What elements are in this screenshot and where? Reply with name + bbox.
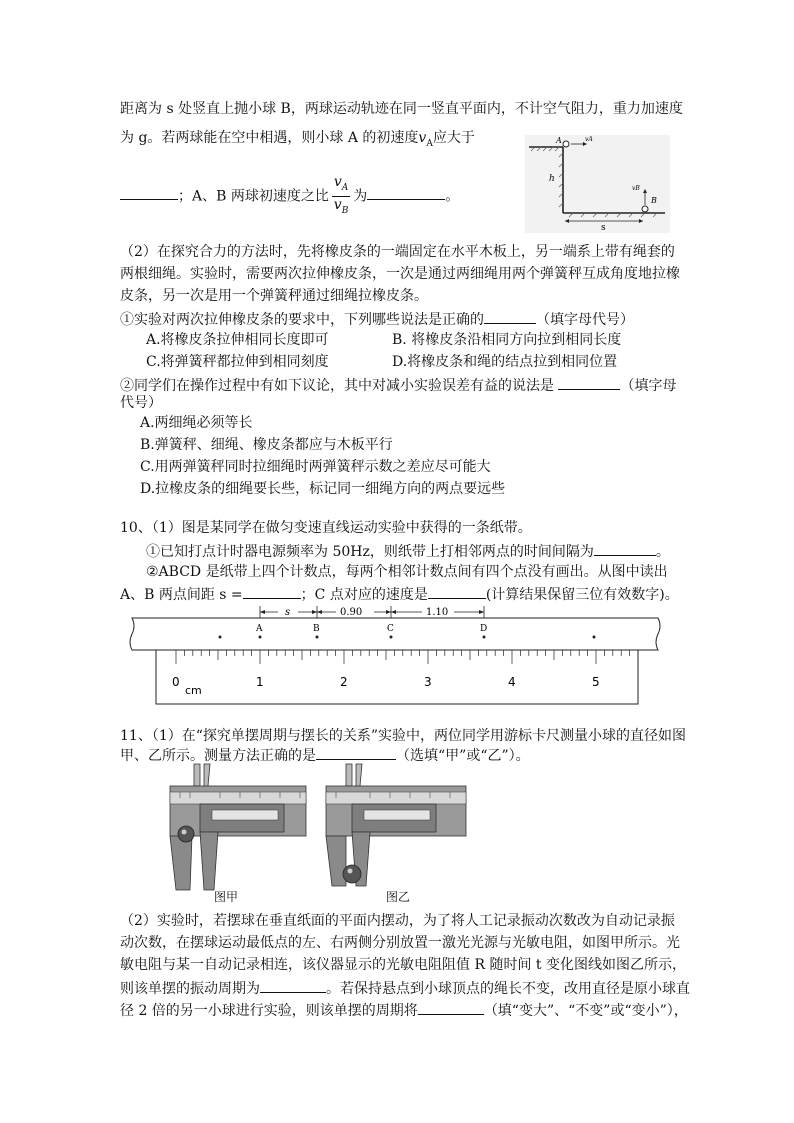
option-B: B.弹簧秤、细绳、橡皮条都应与木板平行 <box>140 437 393 453</box>
label-h: h <box>549 174 555 184</box>
tape-dot <box>593 636 596 639</box>
answer-blank[interactable] <box>120 185 178 200</box>
tape-point-dot <box>483 636 486 639</box>
text-line: ①已知打点计时器电源频率为 50Hz，则纸带上打相邻两点的时间间隔为 。 <box>146 541 670 561</box>
tape-dot <box>219 636 222 639</box>
answer-blank[interactable] <box>367 185 445 200</box>
option-A: A.两细绳必须等长 <box>140 415 253 431</box>
projectile-figure <box>525 135 670 233</box>
figure-caption-b: 图乙 <box>386 890 411 904</box>
ruler-number: 0 <box>172 675 180 689</box>
text-line: （2）实验时，若摆球在垂直纸面的平面内摆动，为了将人工记录振动次数改为自动记录振 <box>120 913 675 929</box>
tape-point-label: C <box>387 624 394 634</box>
tape-point-dot <box>259 636 262 639</box>
velocity-ratio-fraction: $\frac{v_A}{v_B}$ <box>333 174 349 216</box>
question-11-title: 11、（1）在“探究单摆周期与摆长的关系”实验中，两位同学用游标卡尺测量小球的直径如图 <box>120 728 687 744</box>
option-C: C.将弹簧秤都拉伸到相同刻度 <box>146 354 329 370</box>
option-C: C.用两弹簧秤同时拉细绳时两弹簧秤示数之差应尽可能大 <box>140 459 491 475</box>
text-line: （2）在探究合力的方法时，先将橡皮条的一端固定在水平木板上，另一端系上带有绳套的 <box>120 244 675 260</box>
paper-tape-figure <box>128 600 666 712</box>
ruler-number: 1 <box>256 675 264 689</box>
tape-point-dot <box>316 636 319 639</box>
label-vB: vB <box>632 185 640 192</box>
text-line: ①实验对两次拉伸橡皮条的要求中，下列哪些说法是正确的 （填字母代号） <box>120 309 634 329</box>
text-line: 则该单摆的振动周期为 。若保持悬点到小球顶点的绳长不变，改用直径是原小球直 <box>120 978 690 998</box>
question-10-title: 10、（1）图是某同学在做匀变速直线运动实验中获得的一条纸带。 <box>120 520 532 536</box>
answer-blank[interactable] <box>428 584 486 599</box>
label-vA: vA <box>585 136 593 143</box>
text-line: 径 2 倍的另一小球进行实验，则该单摆的周期将 （填“变大”、“不变”或“变小”）， <box>120 1000 688 1020</box>
tape-point-label: B <box>313 624 320 634</box>
text-line: 动次数，在摆球运动最低点的左、右两侧分别放置一激光光源与光敏电阻，如图甲所示。光 <box>120 935 680 951</box>
ruler-number: 4 <box>508 675 516 689</box>
ruler-number: 5 <box>592 675 600 689</box>
option-D: D.拉橡皮条的细绳要长些，标记同一细绳方向的两点要远些 <box>140 481 506 497</box>
ruler-number: 3 <box>424 675 432 689</box>
text-line: 距离为 s 处竖直上抛小球 B，两球运动轨迹在同一竖直平面内，不计空气阻力，重力加速度 <box>120 101 683 117</box>
tape-point-dot <box>390 636 393 639</box>
text-line: ；A、B 两球初速度之比 $\frac{v_A}{v_B}$ 为 。 <box>120 174 459 219</box>
text-line: 甲、乙所示。测量方法正确的是 （选填“甲”或“乙”）。 <box>120 745 530 765</box>
text-line: A、B 两点间距 s = ；C 点对应的速度是 (计算结果保留三位有效数字)。 <box>120 584 679 604</box>
answer-blank[interactable] <box>260 978 326 993</box>
label-B: B <box>651 196 657 205</box>
figure-caption-a: 图甲 <box>214 890 239 904</box>
option-D: D.将橡皮条和绳的结点拉到相同位置 <box>392 354 618 370</box>
dim-s-label: s <box>285 607 291 618</box>
caliper-figure-b <box>320 762 470 892</box>
tape-point-label: A <box>256 624 263 634</box>
label-A: A <box>556 136 562 145</box>
text-line: 皮条，另一次是用一个弹簧秤通过细绳拉橡皮条。 <box>120 288 428 304</box>
tape-point-label: D <box>480 624 488 634</box>
option-B: B. 将橡皮条沿相同方向拉到相同长度 <box>392 332 622 348</box>
text-line: ②同学们在操作过程中有如下议论，其中对减小实验误差有益的说法是 （填字母 <box>120 375 676 395</box>
ruler-number: 2 <box>340 675 348 689</box>
answer-blank[interactable] <box>484 309 536 324</box>
text-line: 为 g。若两球能在空中相遇，则小球 A 的初速度$v_A$应大于 <box>120 130 475 149</box>
answer-blank[interactable] <box>594 541 656 556</box>
text-line: 两根细绳。实验时，需要两次拉伸橡皮条，一次是通过两细绳用两个弹簧秤互成角度地拉橡 <box>120 266 680 282</box>
option-A: A.将橡皮条拉伸相同长度即可 <box>146 332 329 348</box>
answer-blank[interactable] <box>418 1000 484 1015</box>
answer-blank[interactable] <box>243 584 301 599</box>
text-line: 代号） <box>120 395 162 411</box>
text-line: 敏电阻与某一自动记录相连，该仪器显示的光敏电阻阻值 R 随时间 t 变化图线如图乙所示， <box>120 957 686 973</box>
caliper-figure-a <box>160 762 310 892</box>
ruler-unit: cm <box>185 684 202 697</box>
label-s: s <box>601 223 606 233</box>
answer-blank[interactable] <box>558 375 620 390</box>
dim-090-label: 0.90 <box>340 607 363 618</box>
dim-110-label: 1.10 <box>426 607 449 618</box>
text-line: ②ABCD 是纸带上四个计数点，每两个相邻计数点间有四个点没有画出。从图中读出 <box>146 564 668 580</box>
answer-blank[interactable] <box>316 745 396 760</box>
